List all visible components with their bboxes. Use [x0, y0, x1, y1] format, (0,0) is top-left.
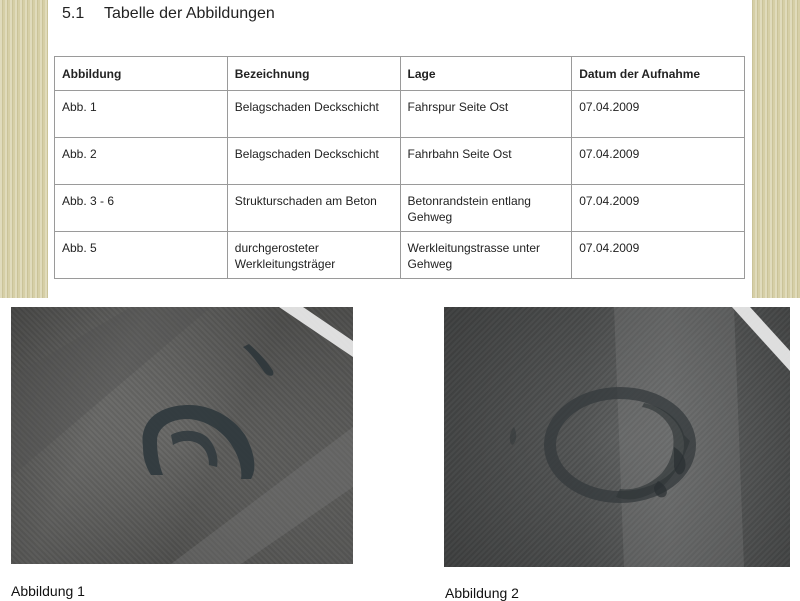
road-photo-1 [11, 307, 353, 564]
table-cell: Abb. 2 [55, 138, 228, 185]
table-cell: Fahrspur Seite Ost [400, 91, 572, 138]
figures-table [54, 56, 745, 279]
table-cell: Abb. 1 [55, 91, 228, 138]
table-cell: 07.04.2009 [572, 232, 745, 279]
header-cell: Bezeichnung [227, 57, 400, 91]
figure-caption: Abbildung 1 [11, 583, 85, 599]
road-damage-2-illustration [444, 307, 790, 567]
table-cell: 07.04.2009 [572, 138, 745, 185]
table-cell: Fahrbahn Seite Ost [400, 138, 572, 185]
header-cell: Abbildung [55, 57, 228, 91]
table-header-row [55, 57, 745, 91]
section-title: Tabelle der Abbildungen [104, 5, 275, 22]
table-cell: Abb. 5 [55, 232, 228, 279]
document-page [48, 0, 752, 298]
road-photo-2 [444, 307, 790, 567]
table-cell: durchgerosteter Werkleitungsträger [227, 232, 400, 279]
table-row [55, 232, 745, 279]
table-row [55, 138, 745, 185]
table-row [55, 185, 745, 232]
table-cell: Betonrandstein entlang Gehweg [400, 185, 572, 232]
header-cell: Lage [400, 57, 572, 91]
table-cell: Belagschaden Deckschicht [227, 91, 400, 138]
table-cell: Abb. 3 - 6 [55, 185, 228, 232]
section-number: 5.1 [62, 5, 85, 22]
header-cell: Datum der Aufnahme [572, 57, 745, 91]
table-cell: Werkleitungstrasse unter Gehweg [400, 232, 572, 279]
section-heading [62, 5, 275, 23]
figure-caption: Abbildung 2 [445, 585, 519, 601]
table-cell: 07.04.2009 [572, 91, 745, 138]
table-cell: Belagschaden Deckschicht [227, 138, 400, 185]
road-damage-1-illustration [11, 307, 353, 564]
table-cell: Strukturschaden am Beton [227, 185, 400, 232]
table-cell: 07.04.2009 [572, 185, 745, 232]
table-row [55, 91, 745, 138]
